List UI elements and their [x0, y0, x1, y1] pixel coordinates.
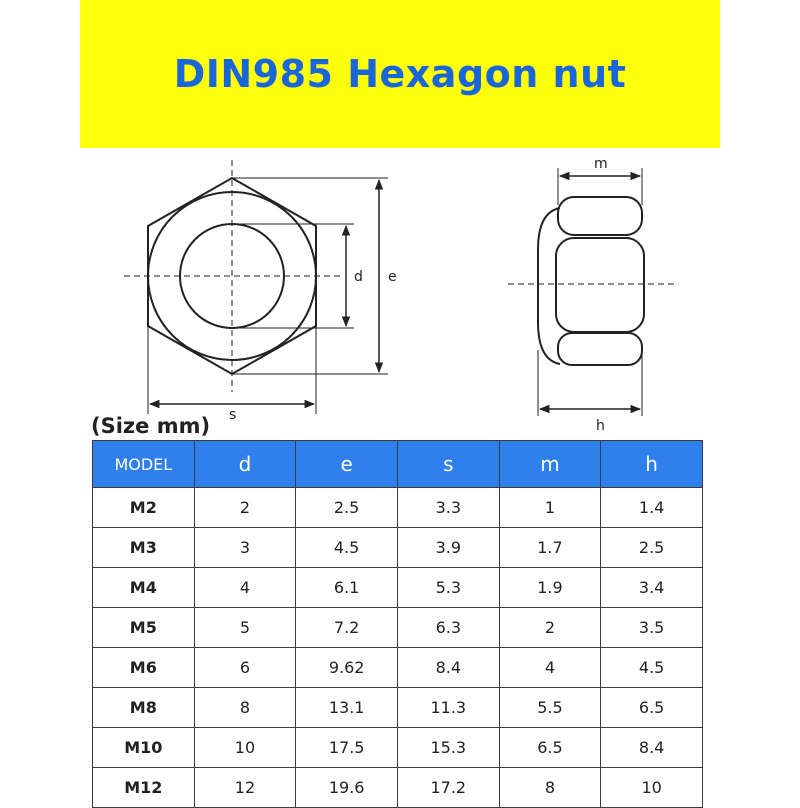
cell-m: 4	[499, 648, 601, 688]
cell-h: 3.4	[601, 568, 703, 608]
cell-model: M5	[93, 608, 195, 648]
label-m: m	[594, 156, 608, 172]
cell-e: 9.62	[296, 648, 398, 688]
header-model: MODEL	[93, 441, 195, 488]
cell-m: 1.9	[499, 568, 601, 608]
table-row	[93, 728, 703, 768]
cell-e: 17.5	[296, 728, 398, 768]
header-d: d	[194, 441, 296, 488]
label-d: d	[354, 269, 363, 285]
cell-s: 3.3	[397, 488, 499, 528]
cell-m: 6.5	[499, 728, 601, 768]
cell-m: 2	[499, 608, 601, 648]
header-h: h	[601, 441, 703, 488]
table-row	[93, 528, 703, 568]
cell-m: 5.5	[499, 688, 601, 728]
cell-e: 2.5	[296, 488, 398, 528]
top-chamfer	[558, 197, 642, 235]
spec-table	[92, 440, 703, 808]
cell-model: M4	[93, 568, 195, 608]
cell-h: 8.4	[601, 728, 703, 768]
cell-m: 1	[499, 488, 601, 528]
middle-flat	[556, 238, 644, 332]
cell-d: 12	[194, 768, 296, 808]
header-e: e	[296, 441, 398, 488]
table-row	[93, 688, 703, 728]
cell-d: 4	[194, 568, 296, 608]
label-h: h	[596, 418, 605, 434]
cell-h: 6.5	[601, 688, 703, 728]
front-view	[124, 160, 388, 414]
table-row	[93, 608, 703, 648]
cell-h: 10	[601, 768, 703, 808]
cell-m: 8	[499, 768, 601, 808]
cell-m: 1.7	[499, 528, 601, 568]
page-title: DIN985 Hexagon nut	[173, 52, 627, 96]
cell-model: M10	[93, 728, 195, 768]
table-row	[93, 568, 703, 608]
header-m: m	[499, 441, 601, 488]
cell-s: 15.3	[397, 728, 499, 768]
cell-model: M12	[93, 768, 195, 808]
size-unit-note: (Size mm)	[91, 414, 211, 438]
cell-e: 13.1	[296, 688, 398, 728]
title-banner	[80, 0, 720, 148]
table-row	[93, 648, 703, 688]
cell-model: M2	[93, 488, 195, 528]
cell-d: 2	[194, 488, 296, 528]
table-row	[93, 768, 703, 808]
cell-s: 11.3	[397, 688, 499, 728]
header-row	[93, 441, 703, 488]
cell-h: 2.5	[601, 528, 703, 568]
cell-e: 4.5	[296, 528, 398, 568]
cell-d: 8	[194, 688, 296, 728]
cell-model: M6	[93, 648, 195, 688]
cell-s: 5.3	[397, 568, 499, 608]
cell-s: 17.2	[397, 768, 499, 808]
cell-h: 4.5	[601, 648, 703, 688]
bottom-chamfer	[558, 333, 642, 365]
table-row	[93, 488, 703, 528]
cell-e: 7.2	[296, 608, 398, 648]
cell-e: 6.1	[296, 568, 398, 608]
side-view	[508, 168, 678, 416]
cell-s: 8.4	[397, 648, 499, 688]
label-s: s	[229, 407, 237, 423]
label-e: e	[388, 269, 397, 285]
cell-d: 6	[194, 648, 296, 688]
cell-s: 6.3	[397, 608, 499, 648]
header-s: s	[397, 441, 499, 488]
cell-model: M3	[93, 528, 195, 568]
cell-model: M8	[93, 688, 195, 728]
cell-h: 1.4	[601, 488, 703, 528]
cell-d: 10	[194, 728, 296, 768]
cell-d: 3	[194, 528, 296, 568]
cell-h: 3.5	[601, 608, 703, 648]
cell-s: 3.9	[397, 528, 499, 568]
cell-d: 5	[194, 608, 296, 648]
cell-e: 19.6	[296, 768, 398, 808]
